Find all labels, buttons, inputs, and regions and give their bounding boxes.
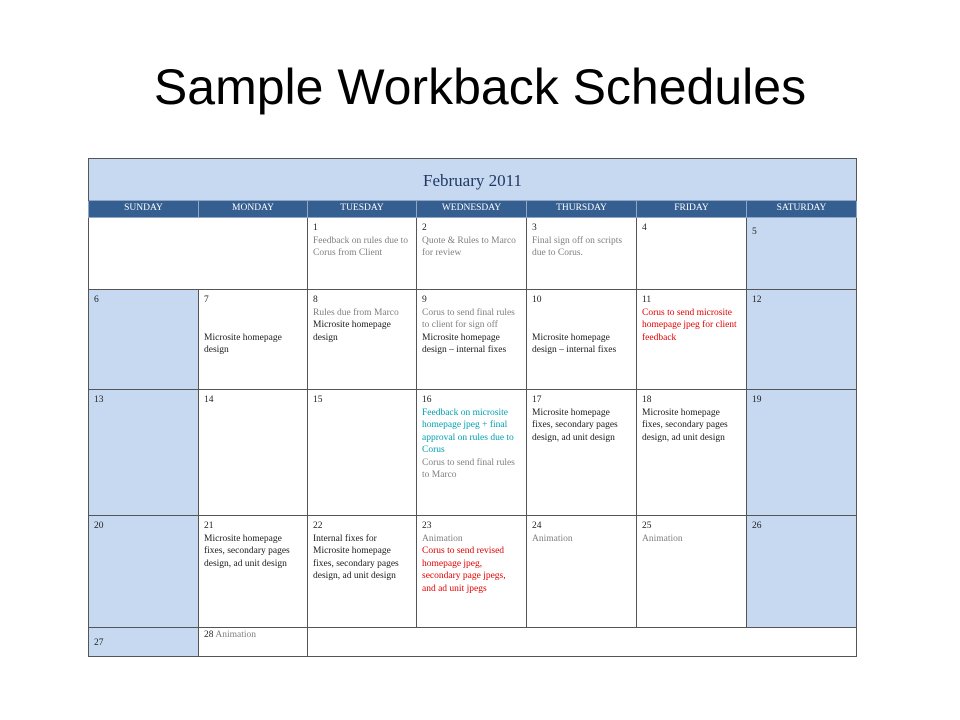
date-number: 4 <box>642 223 647 233</box>
date-number: 27 <box>94 638 104 648</box>
day-cell-7 <box>199 290 308 390</box>
date-number: 22 <box>313 521 323 531</box>
date-number: 23 <box>422 521 432 531</box>
day-cell-25 <box>637 516 747 628</box>
day-cell-6 <box>89 290 199 390</box>
date-number: 2 <box>422 223 427 233</box>
event-text: Corus to send revised homepage jpeg, secondary page jpegs, and ad unit jpegs <box>422 546 506 594</box>
empty-days <box>89 218 308 290</box>
event-text: Animation <box>422 533 463 544</box>
day-cell-18 <box>637 390 747 516</box>
event-text: Internal fixes for Microsite homepage fixes, secondary pages design, ad unit design <box>313 533 399 581</box>
date-number: 7 <box>204 295 209 305</box>
event-text: Microsite homepage fixes, secondary pages design, ad unit design <box>642 407 728 443</box>
day-cell-12 <box>747 290 857 390</box>
day-cell-23 <box>417 516 527 628</box>
day-cell-17 <box>527 390 637 516</box>
day-cell-15 <box>308 390 417 516</box>
day-cell-20 <box>89 516 199 628</box>
day-header-sunday: SUNDAY <box>89 201 199 218</box>
date-number: 9 <box>422 295 427 305</box>
date-number: 11 <box>642 295 652 305</box>
day-cell-2 <box>417 218 527 290</box>
day-cell-24 <box>527 516 637 628</box>
date-number: 21 <box>204 521 214 531</box>
day-cell-11 <box>637 290 747 390</box>
date-number: 25 <box>642 521 652 531</box>
date-number: 24 <box>532 521 542 531</box>
slide-title: Sample Workback Schedules <box>153 59 807 115</box>
date-number: 20 <box>94 521 104 531</box>
day-cell-26 <box>747 516 857 628</box>
day-cell-4 <box>637 218 747 290</box>
date-number: 19 <box>752 395 762 405</box>
event-text: Corus to send final rules to client for sign off <box>422 307 515 330</box>
calendar-table <box>88 158 857 657</box>
event-text: Microsite homepage fixes, secondary pages design, ad unit design <box>204 533 290 569</box>
day-cell-1 <box>308 218 417 290</box>
event-text: Animation <box>532 533 573 544</box>
day-header-saturday: SATURDAY <box>747 201 857 218</box>
date-number: 18 <box>642 395 652 405</box>
date-number: 26 <box>752 521 762 531</box>
date-number: 8 <box>313 295 318 305</box>
event-text: Feedback on microsite homepage jpeg + final approval on rules due to Corus <box>422 407 514 455</box>
event-text: Quote & Rules to Marco for review <box>422 235 516 258</box>
date-number: 28 <box>204 630 214 640</box>
day-cell-14 <box>199 390 308 516</box>
event-text: Animation <box>215 630 256 640</box>
day-cell-3 <box>527 218 637 290</box>
date-number: 6 <box>94 295 99 305</box>
day-cell-22 <box>308 516 417 628</box>
event-text: Corus to send final rules to Marco <box>422 457 515 480</box>
event-text: Microsite homepage fixes, secondary pages design, ad unit design <box>532 407 618 443</box>
day-header-friday: FRIDAY <box>637 201 747 218</box>
day-cell-13 <box>89 390 199 516</box>
day-header-monday: MONDAY <box>199 201 308 218</box>
day-cell-19 <box>747 390 857 516</box>
day-cell-8 <box>308 290 417 390</box>
day-header-tuesday: TUESDAY <box>308 201 417 218</box>
day-cell-27 <box>89 628 199 657</box>
day-cell-16 <box>417 390 527 516</box>
date-number: 12 <box>752 295 762 305</box>
event-text: Corus to send microsite homepage jpeg for client feedback <box>642 307 737 343</box>
date-number: 16 <box>422 395 432 405</box>
date-number: 17 <box>532 395 542 405</box>
event-text: Rules due from Marco <box>313 307 399 318</box>
day-cell-5 <box>747 218 857 290</box>
date-number: 14 <box>204 395 214 405</box>
day-cell-9 <box>417 290 527 390</box>
event-text: Microsite homepage design – internal fixes <box>422 332 507 355</box>
day-header-thursday: THURSDAY <box>527 201 637 218</box>
day-cell-10 <box>527 290 637 390</box>
day-header-wednesday: WEDNESDAY <box>417 201 527 218</box>
date-number: 1 <box>313 223 318 233</box>
event-text: Microsite homepage design – internal fixes <box>532 332 617 355</box>
date-number: 5 <box>752 227 757 237</box>
date-number: 13 <box>94 395 104 405</box>
day-cell-21 <box>199 516 308 628</box>
date-number: 3 <box>532 223 537 233</box>
event-text: Feedback on rules due to Corus from Client <box>313 235 408 258</box>
date-number: 15 <box>313 395 323 405</box>
date-number: 10 <box>532 295 542 305</box>
event-text: Final sign off on scripts due to Corus. <box>532 235 623 258</box>
event-text: Microsite homepage design <box>313 320 391 343</box>
month-header: February 2011 <box>89 159 857 201</box>
day-cell-28 <box>199 628 308 657</box>
empty-days <box>308 628 857 657</box>
event-text: Microsite homepage design <box>204 332 282 355</box>
event-text: Animation <box>642 533 683 544</box>
